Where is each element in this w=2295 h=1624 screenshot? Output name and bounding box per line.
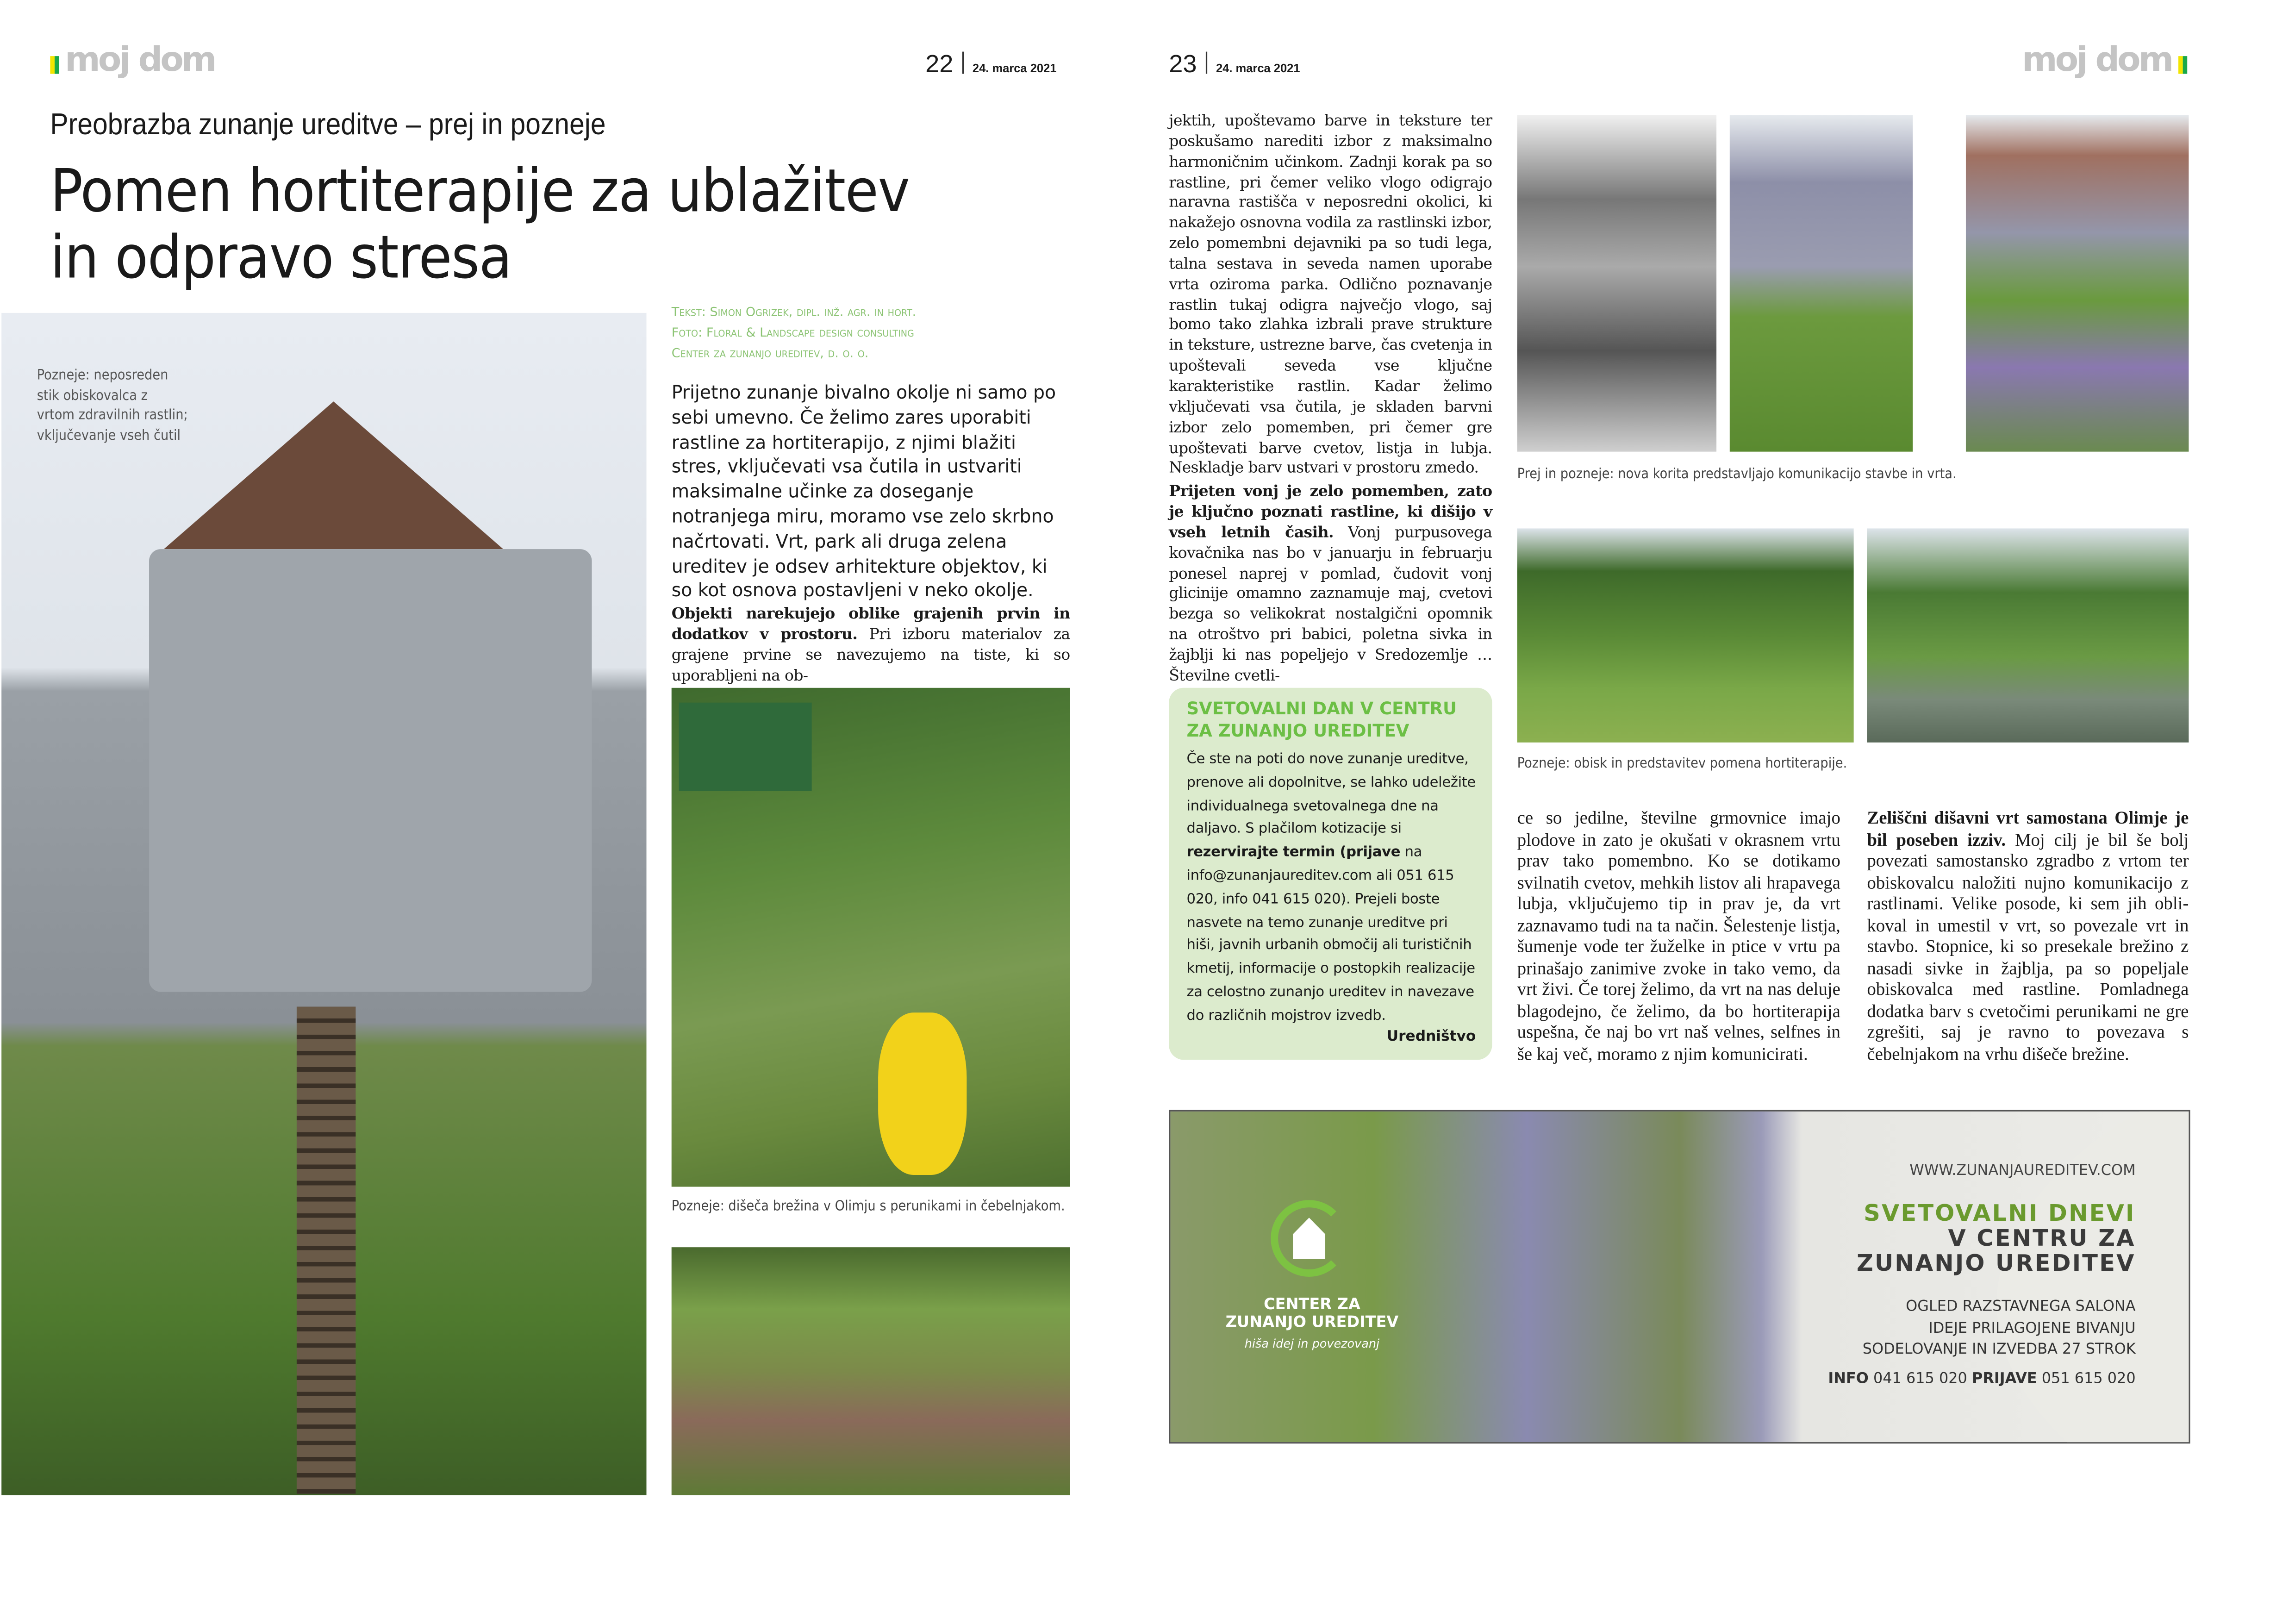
paragraph-lead-in: Zeliščni dišavni vrt samostana Olimje je bil poseben izziv. xyxy=(1867,807,2189,849)
paragraph-text: Pri izboru materialov za grajene prvine se navezujemo na tiste, ki so uporabljeni na ob- xyxy=(671,625,1070,684)
info-box-text-2: na info@zunanjaureditev.com ali 051 615 020, info 041 615 020). Prejeli boste nasvete na temo zunanje ureditve pri hiši, javnih urbanih območij ali turističnih kmetij, informacije o postopkih realizacije za celostno zunanjo ureditev in navezave do različnih mojstrov izvedb. xyxy=(1186,844,1475,1024)
photo-garden-visit-2 xyxy=(1867,528,2189,742)
divider xyxy=(1206,52,1207,74)
body-column xyxy=(1867,807,2189,1064)
logo-green-bar xyxy=(55,56,59,73)
logo-yellow-bar xyxy=(50,56,55,73)
photo-caption: Pozneje: dišeča brežina v Olimju s perunikami in čebelnjakom. xyxy=(671,1198,1065,1215)
ad-headline-green: SVETOVALNI DNEVI xyxy=(1864,1200,2136,1227)
issue-date: 24. marca 2021 xyxy=(972,62,1057,75)
beehouse xyxy=(679,703,812,791)
logo: moj dom xyxy=(2022,41,2172,80)
paragraph-text: Vonj purpusovega kovačnika nas bo v januarju in februarju ponesel naprej v pomlad, čudovit vonj glicinije omamno zaznamuje maj, cvetovi bezga so velikokrat nostalgični opomnik na otroštvo pri babici, poletna sivka in žajblji ki nas popeljejo v Sredozemlje … Številne cvetli- xyxy=(1169,524,1492,685)
photo-after-2 xyxy=(1966,115,2189,452)
page-info-right xyxy=(1169,52,1300,80)
ad-feature: OGLED RAZSTAVNEGA SALONA xyxy=(1906,1299,2136,1315)
paragraph-text: ce so jedilne, številne grmovnice imajo plodove in zato je okušati v okrasnem vrtu prav tako pomembno. Ko se dotikamo svilnatih cvetov, mehkih listov ali hrapavega lubja, vključujemo tip in prav je, da vrt zaznavamo tudi na ta način. Šelestenje listja, šumenje vode ter žuželke in ptice v vrtu pa prinašajo zanimive zvoke in tako vemo, da vrt živi. Če torej želimo, da vrt na nas deluje blagodejno, če želimo, da bo hortiterapija uspešna, če naj bo vrt naš velnes, selfnes in še kaj več, moramo z njim komunicirati. xyxy=(1517,807,1840,1064)
photo-after-1 xyxy=(1730,115,1913,452)
photo-caption: Prej in pozneje: nova korita predstavljajo komunikacijo stavbe in vrta. xyxy=(1517,466,1957,483)
info-box xyxy=(1169,688,1492,1060)
photo-slope-irises xyxy=(672,688,1070,1187)
logo: moj dom xyxy=(65,41,215,80)
paragraph-text: Moj cilj je bil še bolj povezati samostansko zgradbo z vrtom ter obiskovalcu naložiti nujno komunikacijo z rastlinami. Velike posode, ki sem jih oblikoval in umestil v vrt, so povezale vrt in stavbo. Stopnice, ki so presekale brežino z nasadi sivke in žajblja, pa so popeljale obiskovalca med rastline. Pomladnega dodatka barv s cvetočimi perunikami ne gre zgrešiti, saj je ravno to povezava s čebelnjakom na vrhu dišeče brežine. xyxy=(1867,829,2189,1064)
page-number: 22 xyxy=(925,50,954,78)
ad-headline-line: ZUNANJO UREDITEV xyxy=(1856,1250,2136,1277)
credit-text: Tekst: Simon Ogrizek, dipl. inž. agr. in hort. xyxy=(671,305,917,320)
credit-photo: Foto: Floral & Landscape design consulting xyxy=(671,326,914,341)
ad-headline-line: V CENTRU ZA xyxy=(1948,1225,2136,1252)
title-line: in odpravo stresa xyxy=(50,224,512,293)
stone-stairs xyxy=(297,1006,356,1493)
body-column xyxy=(1169,112,1492,687)
article-title xyxy=(50,159,909,292)
paragraph-lead-in: Objekti narekujejo oblike grajenih prvin in dodatkov v prostoru. xyxy=(671,605,1070,643)
masthead-left xyxy=(50,41,215,80)
info-box-heading: SVETOVALNI DAN V CENTRU ZA ZUNANJO UREDITEV xyxy=(1186,698,1457,740)
paragraph-lead-in: Prijeten vonj je zelo pomemben, zato je ključno poznati rastline, ki dišijo v vseh letnih časih. xyxy=(1169,483,1492,542)
credits xyxy=(672,303,917,365)
credit-company: Center za zunanjo ureditev, d. o. o. xyxy=(671,347,869,362)
paragraph-text: jektih, upoštevamo barve in teksture ter poskušamo narediti izbor z maksimalno harmoničnim učinkom. Zadnji korak pa so rastline, pri čemer veliko vlogo odigrajo naravna rastišča v neposredni okolici, ki nakažejo osnovna vodila za rastlinski izbor, zelo pomembni dejavniki pa so tudi lega, talna sestava in seveda namen uporabe vrta oziroma parka. Odlično poznavanje rastlin tukaj odigra največjo vlogo, saj bomo tako zlahka izbrali prave strukture in teksture, ustrezne barve, čas cvetenja in upoštevali seveda vse ključne karakteristike rastlin. Kadar želimo vključevati vsa čutila, je skladen barvni izbor zelo pomemben, pri čemer gre upoštevati barve cvetov, listja in lubja. Neskladje barv ustvari v prostoru zmedo. xyxy=(1169,112,1492,477)
ad-prijave-label: PRIJAVE xyxy=(1972,1371,2037,1388)
photo-caption: Pozneje: obisk in predstavitev pomena hortiterapije. xyxy=(1517,756,1847,772)
divider xyxy=(962,52,964,74)
lead-paragraph: Prijetno zunanje bivalno okolje ni samo po sebi umevno. Če želimo zares uporabiti rastline za hortiterapijo, z njimi blažiti stres, vključevati vsa čutila in ustvariti maksimalne učinke za doseganje notranjega miru, moramo vse zelo skrbno načrtovati. Vrt, park ali druga zelena ureditev je odsev arhitekture objektov, ki so kot osnova postavljeni v neko okolje. xyxy=(671,381,1056,601)
ad-info-label: INFO xyxy=(1828,1371,1869,1388)
advertisement[interactable] xyxy=(1169,1110,2190,1444)
masthead-right xyxy=(2022,41,2188,80)
ad-logo-text xyxy=(1223,1298,1401,1353)
ad-logo-line: ZUNANJO UREDITEV xyxy=(1225,1313,1399,1331)
ad-logo-tagline: hiša idej in povezovanj xyxy=(1244,1337,1380,1351)
logo-green-bar xyxy=(2183,56,2188,73)
photo-garden-visit-1 xyxy=(1517,528,1854,742)
body-paragraph xyxy=(1169,483,1492,687)
info-box-text xyxy=(1186,749,1476,1028)
logo-yellow-bar xyxy=(2179,56,2183,73)
ad-contact xyxy=(1828,1371,2135,1387)
ad-feature: IDEJE PRILAGOJENE BIVANJU xyxy=(1928,1320,2136,1337)
page-number: 23 xyxy=(1169,50,1197,78)
tower-body xyxy=(149,549,592,992)
photo-monastery-tower xyxy=(1,313,646,1495)
body-paragraph xyxy=(672,605,1070,687)
photo-garden-path xyxy=(672,1247,1070,1495)
kicker: Preobrazba zunanje ureditve – prej in pozneje xyxy=(50,107,606,142)
ad-feature: SODELOVANJE IN IZVEDBA 27 STROK xyxy=(1862,1342,2136,1358)
ad-headline xyxy=(1857,1201,2136,1277)
info-box-bold: rezervirajte termin (prijave xyxy=(1186,844,1401,861)
issue-date: 24. marca 2021 xyxy=(1216,62,1300,75)
photo-before-bw xyxy=(1517,115,1716,452)
info-box-text-1: Če ste na poti do nove zunanje ureditve, prenove ali dopolnitve, se lahko udeležite individualnega svetovalnega dne na daljavo. S plačilom kotizacije si xyxy=(1186,751,1476,838)
tower-roof xyxy=(164,401,503,549)
yellow-iris xyxy=(878,1012,967,1175)
ad-url[interactable]: WWW.ZUNANJAUREDITEV.COM xyxy=(1909,1163,2136,1180)
body-column xyxy=(1517,807,1840,1064)
info-box-signature: Uredništvo xyxy=(1386,1028,1476,1044)
ad-prijave-number: 051 615 020 xyxy=(2037,1371,2136,1388)
title-line: Pomen hortiterapije za ublažitev xyxy=(50,158,910,226)
photo-caption: Pozneje: neposreden stik obiskovalca z vrtom zdravilnih rastlin; vključevanje vseh čutil xyxy=(37,367,188,444)
ad-features xyxy=(1863,1298,2136,1362)
ad-info-number: 041 615 020 xyxy=(1868,1371,1972,1388)
page-info-left xyxy=(925,52,1056,80)
ad-logo-line: CENTER ZA xyxy=(1264,1296,1360,1314)
